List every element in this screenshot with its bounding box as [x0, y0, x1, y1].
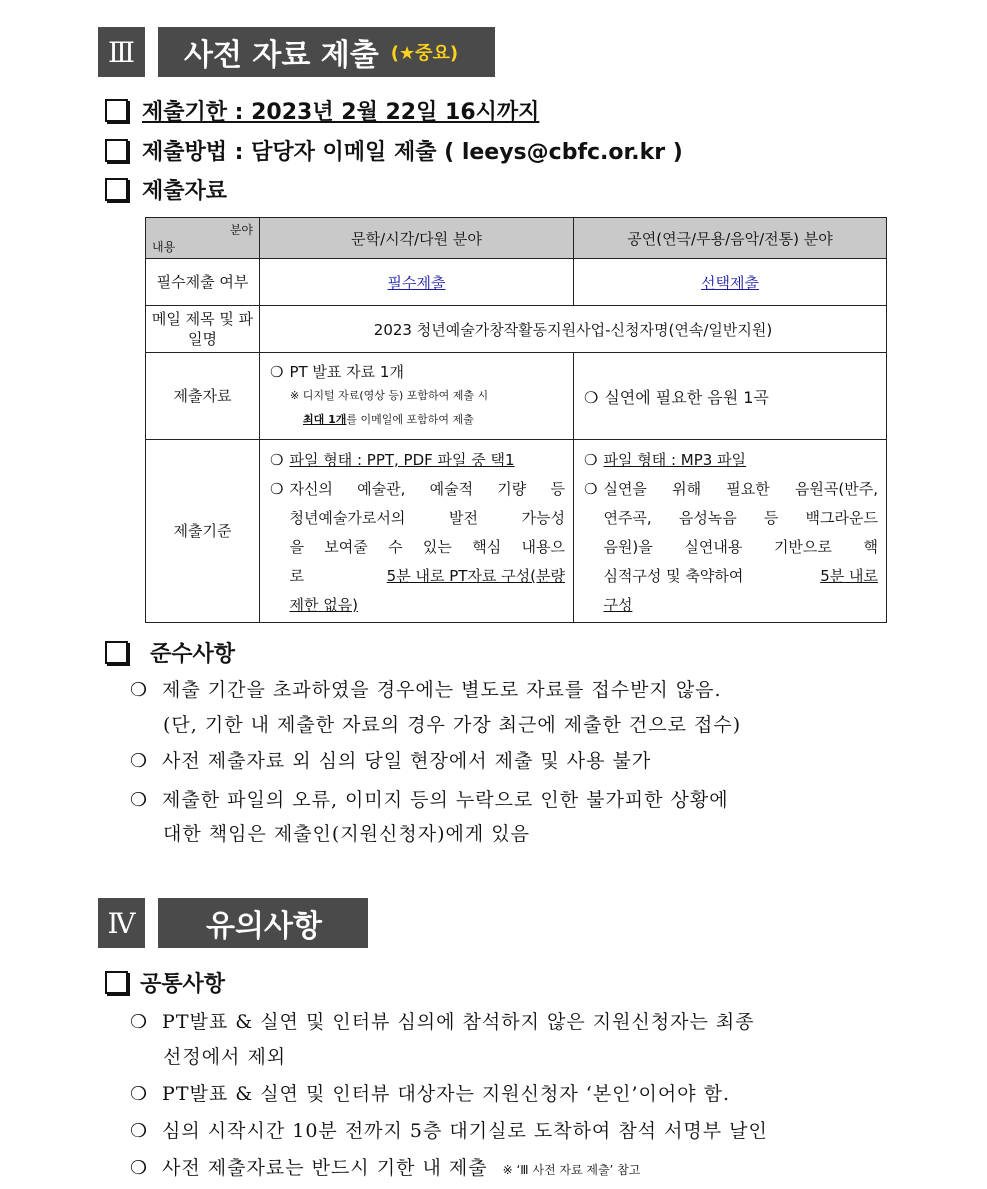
bullet-icon: ❍ [584, 387, 599, 407]
compliance-heading [105, 638, 235, 666]
bullet-icon: ❍ [130, 679, 149, 701]
row-header-materials: 제출자료 [146, 353, 260, 440]
common-heading [105, 968, 225, 996]
criteria-emphasis: 제한 없음) [289, 596, 359, 614]
list-item-text: (단, 기한 내 제출한 자료의 경우 가장 최근에 제출한 건으로 접수) [163, 714, 742, 736]
deadline-heading [105, 96, 539, 124]
corner-cell [146, 218, 260, 259]
bullet-icon: ❍ [130, 1120, 149, 1142]
list-item-text: PT발표 & 실연 및 인터뷰 심의에 참석하지 않은 지원신청자는 최종 [162, 1011, 755, 1033]
file-format-text: 파일 형태 : MP3 파일 [603, 451, 747, 469]
section-number: Ⅳ [98, 898, 145, 948]
file-format-text: 파일 형태 : PPT, PDF 파일 중 택1 [289, 451, 515, 469]
criteria-emphasis: 5분 내로 PT자료 구성(분량 [386, 567, 565, 585]
submission-table [145, 217, 887, 623]
section-title-text: 유의사항 [206, 909, 322, 944]
section-title [158, 898, 368, 948]
bullet-icon: ❍ [130, 1011, 149, 1033]
criteria-line: 음원)을 실연내용 기반으로 핵 [603, 538, 878, 556]
criteria-line: 연주곡, 음성녹음 등 백그라운드 [603, 509, 878, 527]
list-item [130, 1007, 755, 1034]
col-header-literature: 문학/시각/다원 분야 [260, 218, 574, 259]
list-item [130, 785, 729, 812]
bullet-icon: ❍ [270, 363, 284, 381]
reference-note: ※ ‘Ⅲ 사전 자료 제출’ 참고 [502, 1163, 641, 1177]
section-title-text: 사전 자료 제출 [184, 38, 379, 73]
criteria-line: 로 [289, 567, 304, 585]
audio-source-text: 실연에 필요한 음원 1곡 [604, 387, 769, 407]
bullet-icon: ❍ [584, 480, 598, 498]
list-item-text: 선정에서 제외 [163, 1046, 287, 1068]
max-one-text: 최대 1개 [303, 413, 347, 426]
list-item-text: 제출 기간을 초과하였을 경우에는 별도로 자료를 접수받지 않음. [162, 679, 722, 701]
list-item [163, 1042, 286, 1069]
criteria-line: 을 보여줄 수 있는 핵심 내용으 [289, 538, 565, 556]
list-item [130, 675, 722, 702]
bullet-icon: ❍ [130, 1083, 149, 1105]
bullet-icon: ❍ [130, 789, 149, 811]
list-item-text: 대한 책임은 제출인(지원신청자)에게 있음 [163, 823, 530, 845]
list-item [163, 819, 530, 846]
materials-note-b [270, 408, 573, 432]
section-number: Ⅲ [98, 27, 145, 77]
criteria-emphasis: 구성 [603, 596, 633, 614]
list-item [130, 746, 651, 773]
list-item-text: 사전 제출자료는 반드시 기한 내 제출 [162, 1157, 488, 1179]
materials-main: PT 발표 자료 1개 [289, 363, 404, 381]
method-text: 제출방법 : 담당자 이메일 제출 ( leeys@cbfc.or.kr ) [142, 139, 683, 165]
criteria-line: 자신의 예술관, 예술적 기량 등 [289, 480, 565, 498]
list-item [130, 1079, 730, 1106]
materials-heading [105, 175, 227, 203]
col-header-performance: 공연(연극/무용/음악/전통) 분야 [574, 218, 887, 259]
important-badge: (★중요) [390, 43, 459, 64]
required-link[interactable]: 필수제출 [387, 273, 446, 292]
criteria-emphasis: 5분 내로 [820, 567, 878, 585]
checkbox-icon [105, 178, 128, 201]
bullet-icon: ❍ [130, 750, 149, 772]
corner-top-label: 분야 [229, 223, 253, 237]
list-item-text: 사전 제출자료 외 심의 당일 현장에서 제출 및 사용 불가 [162, 750, 652, 772]
table-row [146, 353, 887, 440]
checkbox-icon [105, 971, 128, 994]
criteria-literature-cell [260, 440, 574, 623]
bullet-icon: ❍ [270, 480, 284, 498]
corner-bottom-label: 내용 [152, 240, 176, 254]
list-item-text: 심의 시작시간 10분 전까지 5층 대기실로 도착하여 참석 서명부 날인 [162, 1120, 768, 1142]
row-header-criteria: 제출기준 [146, 440, 260, 623]
materials-literature-cell [260, 353, 574, 440]
list-item [163, 710, 741, 737]
deadline-text: 제출기한 : 2023년 2월 22일 16시까지 [142, 99, 540, 125]
criteria-performance-cell [574, 440, 887, 623]
table-row [146, 440, 887, 623]
common-text: 공통사항 [140, 971, 226, 997]
optional-link[interactable]: 선택제출 [701, 273, 759, 292]
checkbox-icon [105, 641, 128, 664]
bullet-icon: ❍ [584, 451, 598, 469]
criteria-line: 심적구성 및 축약하여 [603, 567, 744, 585]
list-item [130, 1116, 768, 1143]
row-header-email: 메일 제목 및 파일명 [146, 306, 260, 353]
row-header-required: 필수제출 여부 [146, 259, 260, 306]
table-row [146, 306, 887, 353]
list-item-text: 제출한 파일의 오류, 이미지 등의 누락으로 인한 불가피한 상황에 [162, 789, 729, 811]
table-header-row [146, 218, 887, 259]
list-item [130, 1153, 640, 1180]
compliance-text: 준수사항 [150, 641, 236, 667]
list-item-text: PT발표 & 실연 및 인터뷰 대상자는 지원신청자 ‘본인’이어야 함. [162, 1083, 730, 1105]
criteria-line: 실연을 위해 필요한 음원곡(반주, [603, 480, 878, 498]
materials-performance-cell [574, 353, 887, 440]
section-title [158, 27, 495, 77]
bullet-icon: ❍ [130, 1157, 149, 1179]
method-heading [105, 136, 683, 164]
email-title-value: 2023 청년예술가창작활동지원사업-신청자명(연속/일반지원) [260, 306, 887, 353]
criteria-line: 청년예술가로서의 발전 가능성 [289, 509, 565, 527]
bullet-icon: ❍ [270, 451, 284, 469]
materials-note-b-rest: 를 이메일에 포함하여 제출 [346, 413, 474, 426]
checkbox-icon [105, 99, 128, 122]
checkbox-icon [105, 139, 128, 162]
materials-note-a: ※ 디지털 자료(영상 등) 포함하여 제출 시 [290, 389, 489, 402]
materials-text: 제출자료 [142, 178, 228, 204]
table-row [146, 259, 887, 306]
